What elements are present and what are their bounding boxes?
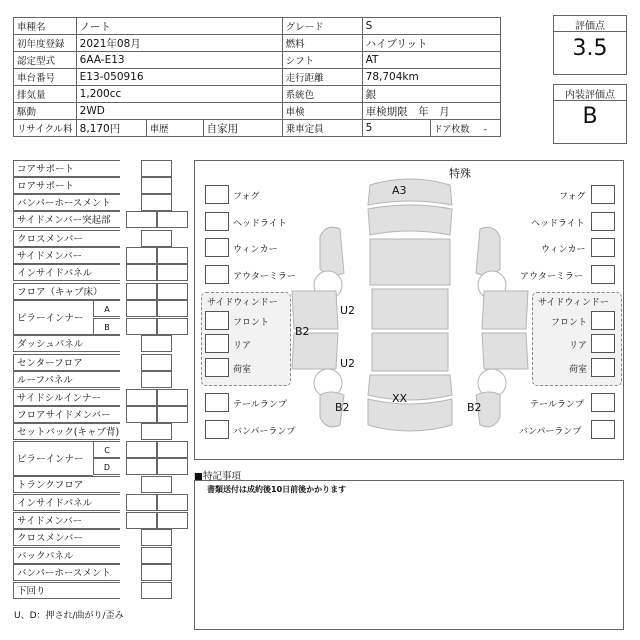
side-cargo-left-label: 荷室 xyxy=(233,365,252,375)
fog-right-box[interactable] xyxy=(591,185,615,204)
side-front-left-label: フロント xyxy=(233,318,270,328)
hood-part xyxy=(368,179,452,205)
fog-left-box[interactable] xyxy=(205,185,229,204)
pillar-c-label: C xyxy=(93,441,120,458)
fog-right-label: フォグ xyxy=(559,192,586,202)
check-cell[interactable] xyxy=(157,389,188,406)
underbody-label: 下回り xyxy=(13,582,120,599)
rear-bumper-reinforcement-label: バンパーホースメント xyxy=(13,564,120,581)
damage-mark-rear: XX xyxy=(392,392,408,405)
check-cell[interactable] xyxy=(126,406,157,423)
check-cell[interactable] xyxy=(157,512,188,529)
check-cell[interactable] xyxy=(141,529,172,546)
cabin-panel xyxy=(372,289,448,329)
roof-panel-label: ルーフパネル xyxy=(13,371,120,388)
check-cell[interactable] xyxy=(141,335,172,352)
check-cell[interactable] xyxy=(141,194,172,211)
lower-support-label: ロアサポート xyxy=(13,177,120,194)
inside-panel-label: インサイドパネル xyxy=(13,264,120,281)
check-cell[interactable] xyxy=(157,283,188,300)
floor-side-member-label: フロアサイドメンバー xyxy=(13,406,120,423)
mirror-left-box[interactable] xyxy=(205,265,229,284)
tail-left-box[interactable] xyxy=(205,393,229,412)
drive-label: 駆動 xyxy=(14,103,77,120)
check-cell[interactable] xyxy=(157,441,188,458)
side-front-right-label: フロント xyxy=(551,318,588,328)
right-front-door xyxy=(482,291,528,329)
check-cell[interactable] xyxy=(157,494,188,511)
headlight-right-box[interactable] xyxy=(591,212,615,231)
side-cargo-right-label: 荷室 xyxy=(569,365,588,375)
left-front-fender xyxy=(320,227,344,275)
winker-right-label: ウィンカー xyxy=(541,245,586,255)
check-cell[interactable] xyxy=(126,247,157,264)
side-rear-left-label: リア xyxy=(233,341,252,351)
chassis-number-label: 車台番号 xyxy=(14,69,77,86)
fuel-label: 燃料 xyxy=(282,35,362,52)
winker-right-box[interactable] xyxy=(591,238,615,257)
check-cell[interactable] xyxy=(141,423,172,440)
check-cell[interactable] xyxy=(141,230,172,247)
side-front-right-box[interactable] xyxy=(591,311,615,330)
trunk-floor-label: トランクフロア xyxy=(13,476,120,493)
notes-box xyxy=(194,480,624,630)
headlight-left-label: ヘッドライト xyxy=(233,219,287,229)
mirror-right-box[interactable] xyxy=(591,265,615,284)
rear-window-part xyxy=(368,375,452,400)
mileage-value: 78,704km xyxy=(362,69,500,86)
setback-label: セットバック(キャブ背) xyxy=(13,423,120,440)
shift-label: シフト xyxy=(282,52,362,69)
inspection-label: 車検 xyxy=(282,103,362,120)
left-front-door xyxy=(292,291,338,329)
recycle-fee-value: 8,170円 xyxy=(76,120,146,137)
inspection-value: 車検期限 年 月 xyxy=(362,103,500,120)
back-panel-label: バックパネル xyxy=(13,547,120,564)
notes-text: 書類送付は成約後10日前後かかります xyxy=(207,485,347,494)
info-row xyxy=(14,35,501,52)
check-cell[interactable] xyxy=(141,160,172,177)
pillar-b-label: B xyxy=(93,318,120,335)
check-cell[interactable] xyxy=(157,247,188,264)
check-cell[interactable] xyxy=(141,371,172,388)
windshield-part xyxy=(368,205,452,235)
check-cell[interactable] xyxy=(126,264,157,281)
check-cell[interactable] xyxy=(157,300,188,317)
doors-label: ドア枚数 xyxy=(433,124,470,135)
check-cell[interactable] xyxy=(126,318,157,335)
chassis-number-value: E13-050916 xyxy=(76,69,282,86)
side-cargo-left-box[interactable] xyxy=(205,358,229,377)
check-cell[interactable] xyxy=(157,211,188,228)
bumper-lamp-left-label: バンパーランプ xyxy=(233,427,296,437)
check-cell[interactable] xyxy=(141,476,172,493)
tail-right-box[interactable] xyxy=(591,393,615,412)
check-cell[interactable] xyxy=(126,300,157,317)
grade-value: S xyxy=(362,18,500,35)
check-cell[interactable] xyxy=(157,264,188,281)
damage-mark-left-rear: B2 xyxy=(335,401,350,414)
damage-mark-rear-door: U2 xyxy=(340,357,356,370)
recycle-fee-label: リサイクル料 xyxy=(14,120,77,137)
tail-right-label: テールランプ xyxy=(530,400,584,410)
car-name-value: ノート xyxy=(76,18,282,35)
check-cell[interactable] xyxy=(126,512,157,529)
dash-panel-label: ダッシュパネル xyxy=(13,335,120,352)
damage-mark-right-rear: B2 xyxy=(467,401,482,414)
special-title: 特殊 xyxy=(449,167,471,180)
check-cell[interactable] xyxy=(141,177,172,194)
interior-score-title: 内装評価点 xyxy=(565,90,615,101)
check-cell[interactable] xyxy=(126,494,157,511)
history-label: 車歴 xyxy=(146,120,203,137)
right-front-fender xyxy=(476,227,500,275)
car-body-diagram xyxy=(290,173,530,453)
roof-part xyxy=(370,239,450,285)
side-rear-right-box[interactable] xyxy=(591,334,615,353)
pillar-inner-front-label: ピラーインナー xyxy=(13,300,93,335)
info-row xyxy=(14,52,501,69)
cross-member-label: クロスメンバー xyxy=(13,230,120,247)
mirror-left-label: アウターミラー xyxy=(233,272,296,282)
side-member-tip-label: サイドメンバー突起部 xyxy=(13,211,120,228)
headlight-right-label: ヘッドライト xyxy=(531,219,585,229)
side-cargo-right-box[interactable] xyxy=(591,358,615,377)
score-title: 評価点 xyxy=(575,21,605,32)
vehicle-info-table xyxy=(13,17,501,137)
color-value: 銀 xyxy=(362,86,500,103)
info-row xyxy=(14,69,501,86)
score-box xyxy=(553,15,627,75)
fuel-value: ハイブリット xyxy=(362,35,500,52)
bumper-reinforcement-label: バンパーホースメント xyxy=(13,194,120,211)
car-name-label: 車種名 xyxy=(14,18,77,35)
cabin-panel xyxy=(372,333,448,371)
damage-mark-front-door: U2 xyxy=(340,304,356,317)
history-value: 自家用 xyxy=(203,120,282,137)
winker-left-label: ウィンカー xyxy=(233,245,278,255)
side-rear-right-label: リア xyxy=(569,341,588,351)
rear-inside-panel-label: インサイドパネル xyxy=(13,494,120,511)
damage-mark-hood: A3 xyxy=(392,184,407,197)
interior-score-box xyxy=(553,84,627,144)
center-floor-label: センターフロア xyxy=(13,354,120,371)
damage-mark-left-panel: B2 xyxy=(295,325,310,338)
check-cell[interactable] xyxy=(141,582,172,599)
first-registration-value: 2021年08月 xyxy=(76,35,282,52)
notes-title: ■特記事項 xyxy=(194,471,241,482)
model-code-label: 認定型式 xyxy=(14,52,77,69)
right-rear-door xyxy=(482,333,528,369)
info-row xyxy=(14,120,501,137)
trunk-part xyxy=(368,399,452,431)
headlight-left-box[interactable] xyxy=(205,212,229,231)
capacity-label: 乗車定員 xyxy=(282,120,362,137)
grade-label: グレード xyxy=(282,18,362,35)
mileage-label: 走行距離 xyxy=(282,69,362,86)
check-cell[interactable] xyxy=(126,441,157,458)
side-member-label: サイドメンバー xyxy=(13,247,120,264)
tail-left-label: テールランプ xyxy=(233,400,287,410)
info-row xyxy=(14,18,501,35)
rear-side-member-label: サイドメンバー xyxy=(13,512,120,529)
bumper-lamp-right-box[interactable] xyxy=(591,420,615,439)
check-cell[interactable] xyxy=(126,283,157,300)
color-label: 系統色 xyxy=(282,86,362,103)
first-registration-label: 初年度登録 xyxy=(14,35,77,52)
info-row xyxy=(14,103,501,120)
legend-footnote: U、D：押され/曲がり/歪み xyxy=(14,611,124,621)
bumper-lamp-left-box[interactable] xyxy=(205,420,229,439)
check-cell[interactable] xyxy=(126,211,157,228)
pillar-a-label: A xyxy=(93,300,120,317)
left-rear-door xyxy=(292,333,338,369)
drive-value: 2WD xyxy=(76,103,282,120)
check-cell[interactable] xyxy=(141,354,172,371)
bumper-lamp-right-label: バンパーランプ xyxy=(519,427,582,437)
side-window-right-title: サイドウィンドー xyxy=(538,298,609,308)
displacement-label: 排気量 xyxy=(14,86,77,103)
check-cell[interactable] xyxy=(126,389,157,406)
pillar-d-label: D xyxy=(93,458,120,475)
doors-value: - xyxy=(483,124,487,135)
interior-score-value: B xyxy=(582,104,598,129)
mirror-right-label: アウターミラー xyxy=(520,272,583,282)
displacement-value: 1,200cc xyxy=(76,86,282,103)
fog-left-label: フォグ xyxy=(233,192,260,202)
side-front-left-box[interactable] xyxy=(205,311,229,330)
capacity-value: 5 xyxy=(365,122,373,134)
damage-diagram xyxy=(194,160,624,460)
check-cell[interactable] xyxy=(157,318,188,335)
shift-value: AT xyxy=(362,52,500,69)
check-cell[interactable] xyxy=(126,458,157,475)
rear-cross-member-label: クロスメンバー xyxy=(13,529,120,546)
model-code-value: 6AA-E13 xyxy=(76,52,282,69)
floor-cab-label: フロア（キャブ床） xyxy=(13,283,120,300)
score-value: 3.5 xyxy=(572,36,608,61)
winker-left-box[interactable] xyxy=(205,238,229,257)
info-row xyxy=(14,86,501,103)
check-cell[interactable] xyxy=(157,458,188,475)
side-window-left-title: サイドウィンドー xyxy=(207,298,278,308)
check-cell[interactable] xyxy=(141,547,172,564)
check-cell[interactable] xyxy=(141,564,172,581)
check-cell[interactable] xyxy=(157,406,188,423)
side-rear-left-box[interactable] xyxy=(205,334,229,353)
core-support-label: コアサポート xyxy=(13,160,120,177)
pillar-inner-rear-label: ピラーインナー xyxy=(13,441,93,476)
side-sill-inner-label: サイドシルインナー xyxy=(13,389,120,406)
